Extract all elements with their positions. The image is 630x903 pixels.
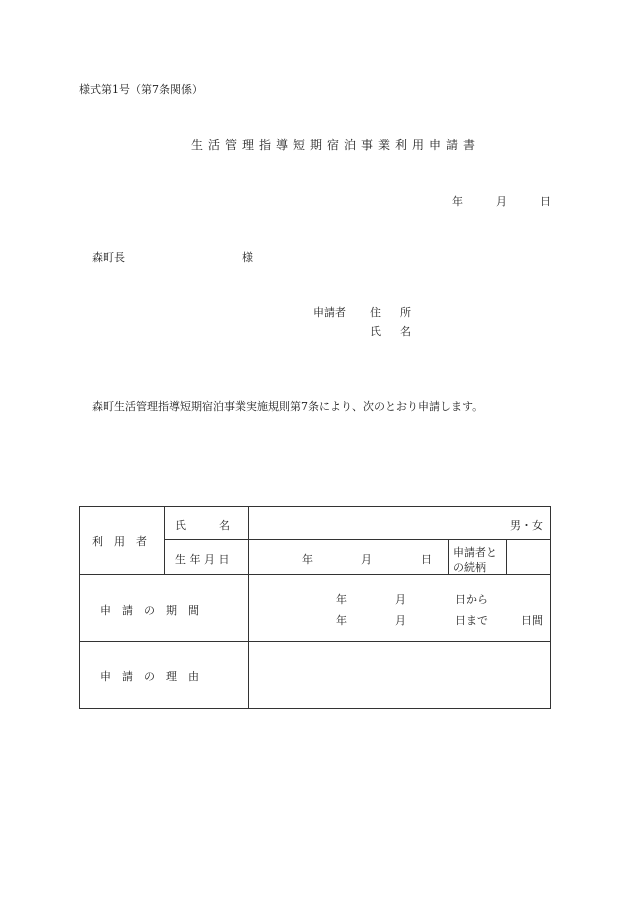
period-start-suffix: 日から: [455, 593, 488, 606]
birthdate-label: 生 年 月 日: [175, 553, 230, 566]
table-border-right: [550, 506, 551, 709]
reason-label: 申 請 の 理 由: [100, 670, 199, 683]
period-end-year: 年: [336, 614, 347, 627]
col-divider-user: [164, 506, 165, 574]
date-day-label: 日: [540, 195, 551, 208]
col-divider-relation-left: [448, 539, 449, 574]
period-end-suffix: 日まで: [455, 614, 488, 627]
birth-month-label: 月: [361, 553, 372, 566]
relation-label-line1: 申請者と: [453, 546, 497, 559]
table-border-bottom: [79, 708, 551, 709]
date-year-label: 年: [452, 195, 463, 208]
period-end-month: 月: [395, 614, 406, 627]
birth-day-label: 日: [421, 553, 432, 566]
table-border-left: [79, 506, 80, 709]
date-month-label: 月: [496, 195, 507, 208]
addressee: 森町長: [92, 251, 125, 264]
date-line: [452, 193, 551, 209]
relation-label-line2: の続柄: [453, 561, 486, 574]
row-divider-name: [164, 539, 551, 540]
document-title: 生活管理指導短期宿泊事業利用申請書: [191, 138, 481, 152]
gender-choice[interactable]: 男・女: [510, 519, 543, 532]
addressee-honorific: 様: [242, 251, 253, 264]
applicant-name-label: 氏 名: [370, 325, 415, 338]
user-label: 利 用 者: [92, 535, 147, 548]
applicant-address-label: 住 所: [370, 306, 415, 319]
period-days-label: 日間: [521, 614, 543, 627]
user-name-field[interactable]: [249, 507, 550, 539]
relation-field[interactable]: [507, 540, 550, 574]
application-statement: 森町生活管理指導短期宿泊事業実施規則第7条により、次のとおり申請します。: [92, 400, 484, 413]
user-name-label: 氏 名: [175, 519, 230, 532]
period-label: 申 請 の 期 間: [100, 604, 199, 617]
period-start-year: 年: [336, 593, 347, 606]
reason-field[interactable]: [249, 642, 550, 708]
birth-year-label: 年: [302, 553, 313, 566]
period-start-month: 月: [395, 593, 406, 606]
form-number: 様式第1号（第7条関係）: [79, 83, 203, 96]
application-table: [79, 506, 551, 709]
applicant-label: 申請者: [313, 306, 346, 319]
